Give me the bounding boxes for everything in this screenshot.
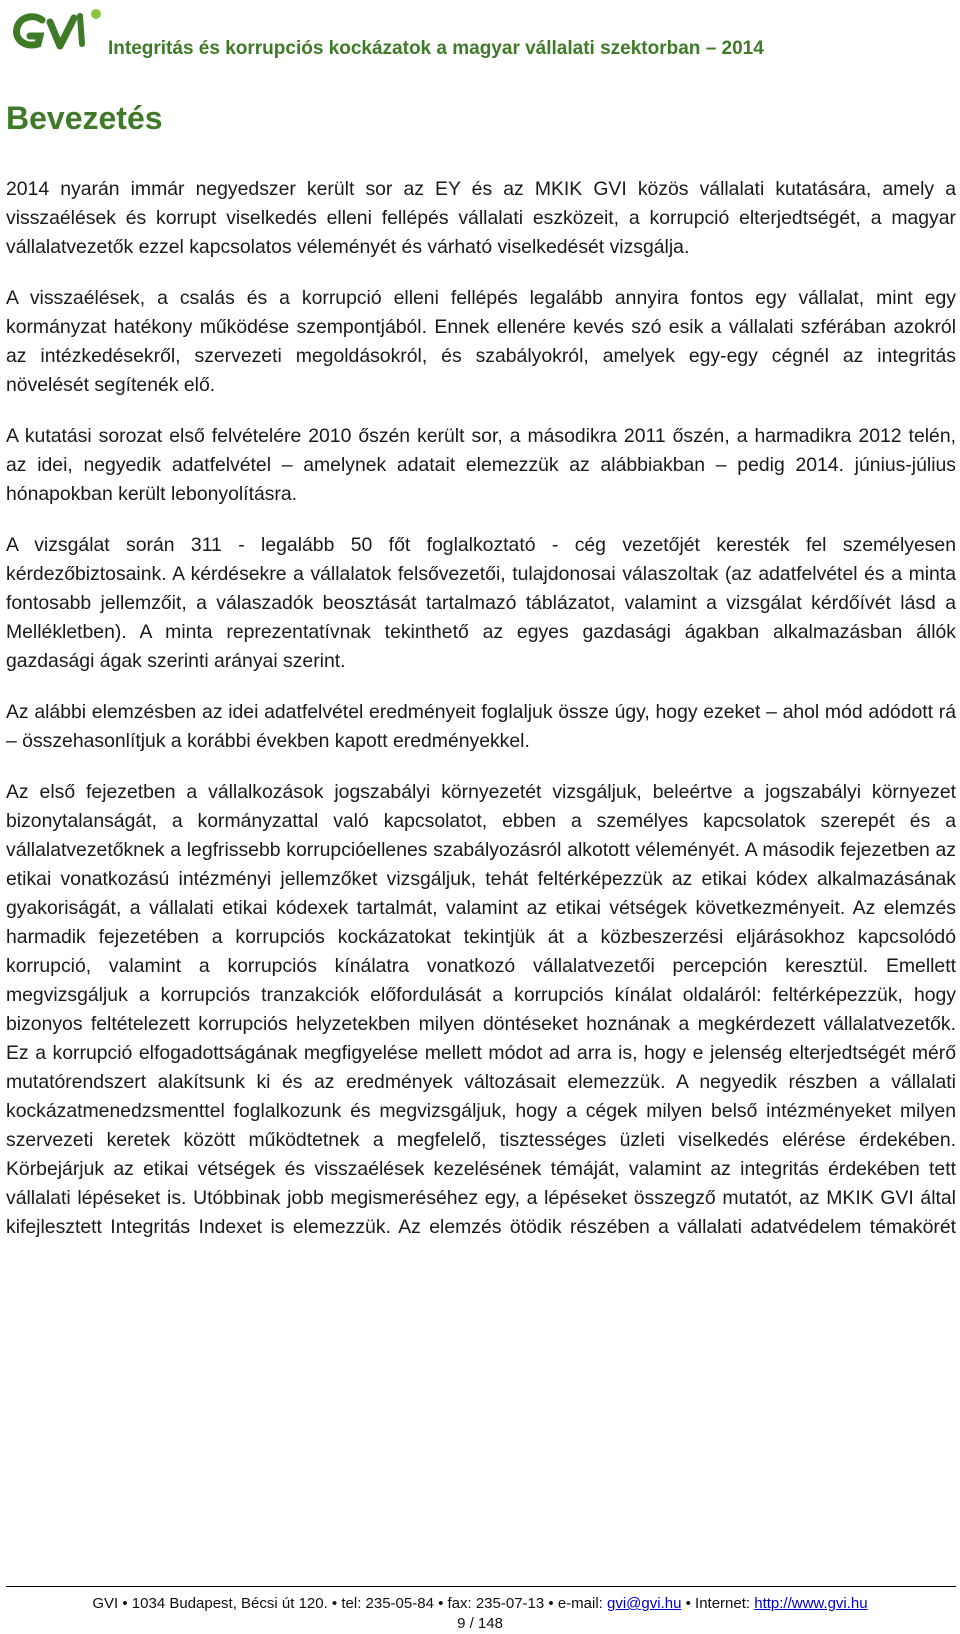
paragraph-4: A vizsgálat során 311 - legalább 50 főt foglalkoztató - cég vezetőjét keresték fel személyesen kérdezőbiztosaink. A kérdésekre a vállalatok felsővezetői, tulajdonosai válaszoltak (az adatfelvétel és a minta fontosabb jellemzőit, a válaszadók beosztását tartalmazó táblázatot, valamint a vizsgálat kérdőívét lásd a Mellékletben). A minta reprezentatívnak tekinthető az egyes gazdasági ágakban alkalmazásban állók gazdasági ágak szerinti arányai szerint. (6, 534, 956, 672)
footer-contact: GVI • 1034 Budapest, Bécsi út 120. • tel: 235-05-84 • fax: 235-07-13 • e-mail: (92, 1595, 607, 1612)
running-title: Integritás és korrupciós kockázatok a magyar vállalati szektorban – 2014 (108, 38, 764, 59)
email-link[interactable]: gvi@gvi.hu (607, 1595, 682, 1612)
page-header (0, 0, 960, 90)
section-heading: Bevezetés (6, 100, 163, 136)
paragraph-6: Az első fejezetben a vállalkozások jogszabályi környezetét vizsgáljuk, beleértve a jogszabályi környezet bizonytalanságát, a kormányzattal való kapcsolatot, ebben a személyes kapcsolatok szerepét és a vállalatvezetőknek a legfrissebb korrupcióellenes szabályozásról alkotott véleményét. A második fejezetben az etikai vonatkozású intézményi jellemzőket vizsgáljuk, tehát feltérképezzük az etikai kódex alkalmazásának gyakoriságát, a vállalati etikai kódexek tartalmát, valamint az etikai vétségek következményeit. Az elemzés harmadik fejezetében a korrupciós kockázatokat tekintjük át a közbeszerzési eljárásokhoz kapcsolódó korrupció, valamint a korrupciós kínálatra vonatkozó vállalatvezetői percepción keresztül. Emellett megvizsgáljuk a korrupciós tranzakciók előfordulását a korrupciós kínálat oldaláról: feltérképezzük, hogy bizonyos feltételezett korrupciós helyzetekben milyen döntéseket hoznának a megkérdezett vállalatvezetők. Ez a korrupció elfogadottságának megfigyelése mellett módot ad arra is, hogy e jelenség elterjedtségét mérő mutatórendszert alakítsunk ki és az eredmények változásait elemezzük. A negyedik részben a vállalati kockázatmenedzsmenttel foglalkozunk és megvizsgáljuk, hogy a cégek milyen belső intézményeket milyen szervezeti keretek között működtetnek a megfelelő, tisztességes üzleti viselkedés elérése érdekében. Körbejárjuk az etikai vétségek és visszaélések kezelésének témáját, valamint az integritás érdekében tett vállalati lépéseket is. Utóbbinak jobb megismeréséhez egy, a lépéseket összegző mutatót, az MKIK GVI által kifejlesztett Integritás Indexet is elemezzük. Az elemzés ötödik részében a vállalati adatvédelem témakörét (6, 781, 956, 1238)
page-footer (0, 1595, 960, 1612)
paragraph-2: A visszaélések, a csalás és a korrupció elleni fellépés legalább annyira fontos egy vállalat, mint egy kormányzat hatékony működése szempontjából. Ennek ellenére kevés szó esik a vállalati szférában azokról az intézkedésekről, szervezeti megoldásokról, és szabályokról, amelyek egy-egy cégnél az integritás növelését segítenék elő. (6, 287, 956, 396)
paragraph-5: Az alábbi elemzésben az idei adatfelvétel eredményeit foglaljuk össze úgy, hogy ezeket – ahol mód adódott rá – összehasonlítjuk a korábbi években kapott eredményekkel. (6, 701, 956, 752)
website-link[interactable]: http://www.gvi.hu (754, 1595, 868, 1612)
page-number: 9 / 148 (457, 1615, 503, 1632)
paragraph-3: A kutatási sorozat első felvételére 2010 őszén került sor, a másodikra 2011 őszén, a harmadikra 2012 telén, az idei, negyedik adatfelvétel – amelynek adatait elemezzük az alábbiakban – pedig 2014. június-július hónapokban került lebonyolításra. (6, 425, 956, 505)
gvi-logo (12, 6, 104, 58)
paragraph-1: 2014 nyarán immár negyedszer került sor az EY és az MKIK GVI közös vállalati kutatására, amely a visszaélések és korrupt viselkedés elleni fellépés vállalati eszközeit, a korrupció elterjedtségét, a magyar vállalatvezetők ezzel kapcsolatos véleményét és várható viselkedését vizsgálja. (6, 178, 956, 258)
footer-divider (6, 1586, 956, 1587)
body-text (6, 175, 956, 1264)
gvi-logo-icon (12, 6, 104, 58)
footer-internet-label: • Internet: (681, 1595, 755, 1612)
